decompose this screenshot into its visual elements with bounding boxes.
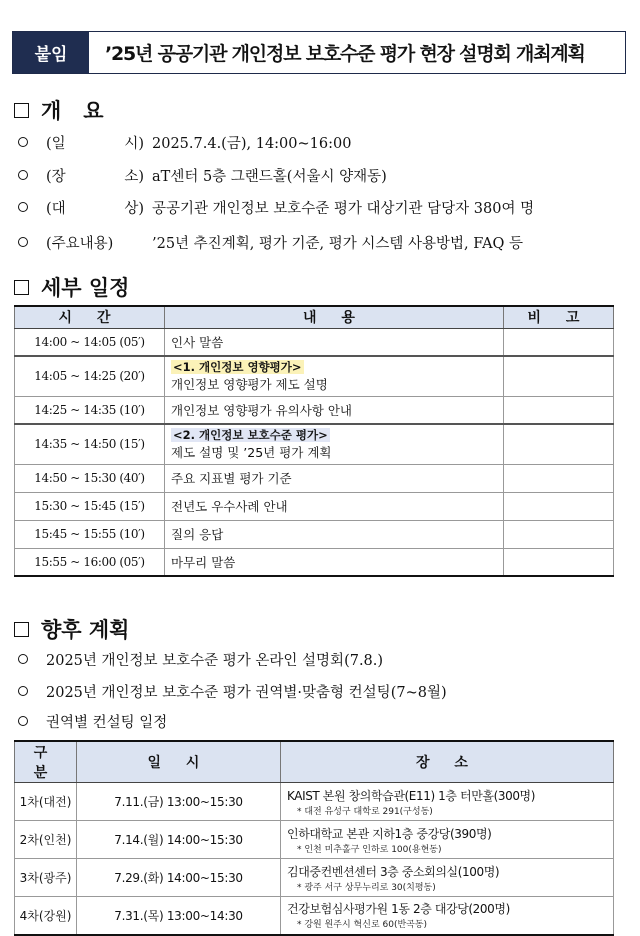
overview-value: 2025.7.4.(금), 14:00~16:00 [152,136,352,152]
round-cell: 1차(대전) [15,783,77,821]
section-tag: <2. 개인정보 보호수준 평가> [173,428,328,443]
content-cell: 마무리 말씀 [165,548,504,576]
datetime-cell: 7.11.(금) 13:00~15:30 [77,783,281,821]
table-row [15,424,614,464]
overview-heading [14,95,104,125]
content-cell: 주요 지표별 평가 기준 [165,464,504,492]
circle-bullet-icon [18,137,28,147]
overview-value: ’25년 추진계획, 평가 기준, 평가 시스템 사용방법, FAQ 등 [152,236,524,252]
overview-label: (장 소) [46,169,144,185]
table-row [15,356,614,396]
overview-label: (주요내용) [46,236,114,252]
circle-bullet-icon [18,170,28,180]
note-cell [504,464,614,492]
content-cell [165,424,504,464]
overview-heading-text: 개 요 [41,99,104,123]
consulting-table [14,740,614,936]
overview-label: (일 시) [46,136,144,152]
note-cell [504,424,614,464]
future-item [18,649,383,670]
circle-bullet-icon [18,686,28,696]
venue-cell [281,821,614,859]
venue-name: 건강보험심사평가원 1동 2층 대강당(200명) [287,902,510,917]
column-header-datetime: 일 시 [77,741,281,783]
circle-bullet-icon [18,716,28,726]
venue-cell [281,783,614,821]
datetime-cell: 7.29.(화) 14:00~15:30 [77,859,281,897]
table-row [15,783,614,821]
table-row [15,859,614,897]
overview-value: 공공기관 개인정보 보호수준 평가 대상기관 담당자 380여 명 [152,201,535,217]
content-cell: 질의 응답 [165,520,504,548]
datetime-cell: 7.31.(목) 13:00~14:30 [77,897,281,935]
table-row [15,396,614,424]
venue-name: KAIST 본원 창의학습관(E11) 1층 터만홀(300명) [287,788,536,803]
content-cell [165,356,504,396]
venue-name: 인하대학교 본관 지하1층 중강당(390명) [287,826,492,841]
future-heading-text: 향후 계획 [41,618,130,642]
circle-bullet-icon [18,654,28,664]
schedule-heading-text: 세부 일정 [41,276,130,300]
section-tag: <1. 개인정보 영향평가> [173,360,302,375]
time-cell: 14:35 ~ 14:50 (15′) [15,424,165,464]
future-item-text: 2025년 개인정보 보호수준 평가 온라인 설명회(7.8.) [46,653,384,669]
circle-bullet-icon [18,202,28,212]
time-cell: 14:05 ~ 14:25 (20′) [15,356,165,396]
consulting-header-row [15,741,614,783]
venue-cell [281,859,614,897]
note-cell [504,356,614,396]
note-cell [504,492,614,520]
overview-item-content [18,232,523,253]
table-row [15,548,614,576]
note-cell [504,548,614,576]
circle-bullet-icon [18,237,28,247]
column-header-venue: 장 소 [281,741,614,783]
table-row [15,464,614,492]
time-cell: 15:45 ~ 15:55 (10′) [15,520,165,548]
table-row [15,328,614,356]
round-cell: 2차(인천) [15,821,77,859]
column-header-round: 구 분 [15,741,77,783]
overview-label: (대 상) [46,201,144,217]
round-cell: 3차(광주) [15,859,77,897]
time-cell: 14:50 ~ 15:30 (40′) [15,464,165,492]
future-item [18,681,447,702]
table-row [15,492,614,520]
venue-address: * 인천 미추홀구 인하로 100(용현동) [297,844,442,855]
round-cell: 4차(강원) [15,897,77,935]
column-header-note: 비 고 [504,306,614,328]
future-item-text: 권역별 컨설팅 일정 [46,715,168,731]
schedule-table [14,305,614,577]
checkbox-square-icon [14,280,29,295]
schedule-heading [14,272,129,302]
note-cell [504,520,614,548]
overview-item-place [18,165,387,186]
content-text: 제도 설명 및 ’25년 평가 계획 [171,445,332,461]
venue-name: 김대중컨벤션센터 3층 중소회의실(100명) [287,864,500,879]
overview-item-date [18,132,351,153]
content-text: 개인정보 영향평가 제도 설명 [171,377,328,393]
checkbox-square-icon [14,622,29,637]
time-cell: 15:30 ~ 15:45 (15′) [15,492,165,520]
attachment-badge: 붙임 [13,32,89,73]
content-cell: 개인정보 영향평가 유의사항 안내 [165,396,504,424]
future-item [18,711,167,732]
document-title: ’25년 공공기관 개인정보 보호수준 평가 현장 설명회 개최계획 [105,43,585,65]
future-item-text: 2025년 개인정보 보호수준 평가 권역별·맞춤형 컨설팅(7~8월) [46,685,447,701]
note-cell [504,396,614,424]
note-cell [504,328,614,356]
venue-cell [281,897,614,935]
time-cell: 15:55 ~ 16:00 (05′) [15,548,165,576]
content-cell: 전년도 우수사례 안내 [165,492,504,520]
checkbox-square-icon [14,103,29,118]
content-cell: 인사 말씀 [165,328,504,356]
overview-value: aT센터 5층 그랜드홀(서울시 양재동) [152,169,387,185]
document-header [12,31,626,74]
column-header-time: 시 간 [15,306,165,328]
time-cell: 14:00 ~ 14:05 (05′) [15,328,165,356]
schedule-header-row [15,306,614,328]
venue-address: * 대전 유성구 대학로 291(구성동) [297,806,433,817]
venue-address: * 강원 원주시 혁신로 60(반곡동) [297,920,428,931]
overview-item-target [18,197,534,218]
future-heading [14,614,129,644]
datetime-cell: 7.14.(월) 14:00~15:30 [77,821,281,859]
table-row [15,520,614,548]
time-cell: 14:25 ~ 14:35 (10′) [15,396,165,424]
table-row [15,821,614,859]
column-header-content: 내 용 [165,306,504,328]
venue-address: * 광주 서구 상무누리로 30(치평동) [297,882,436,893]
table-row [15,897,614,935]
